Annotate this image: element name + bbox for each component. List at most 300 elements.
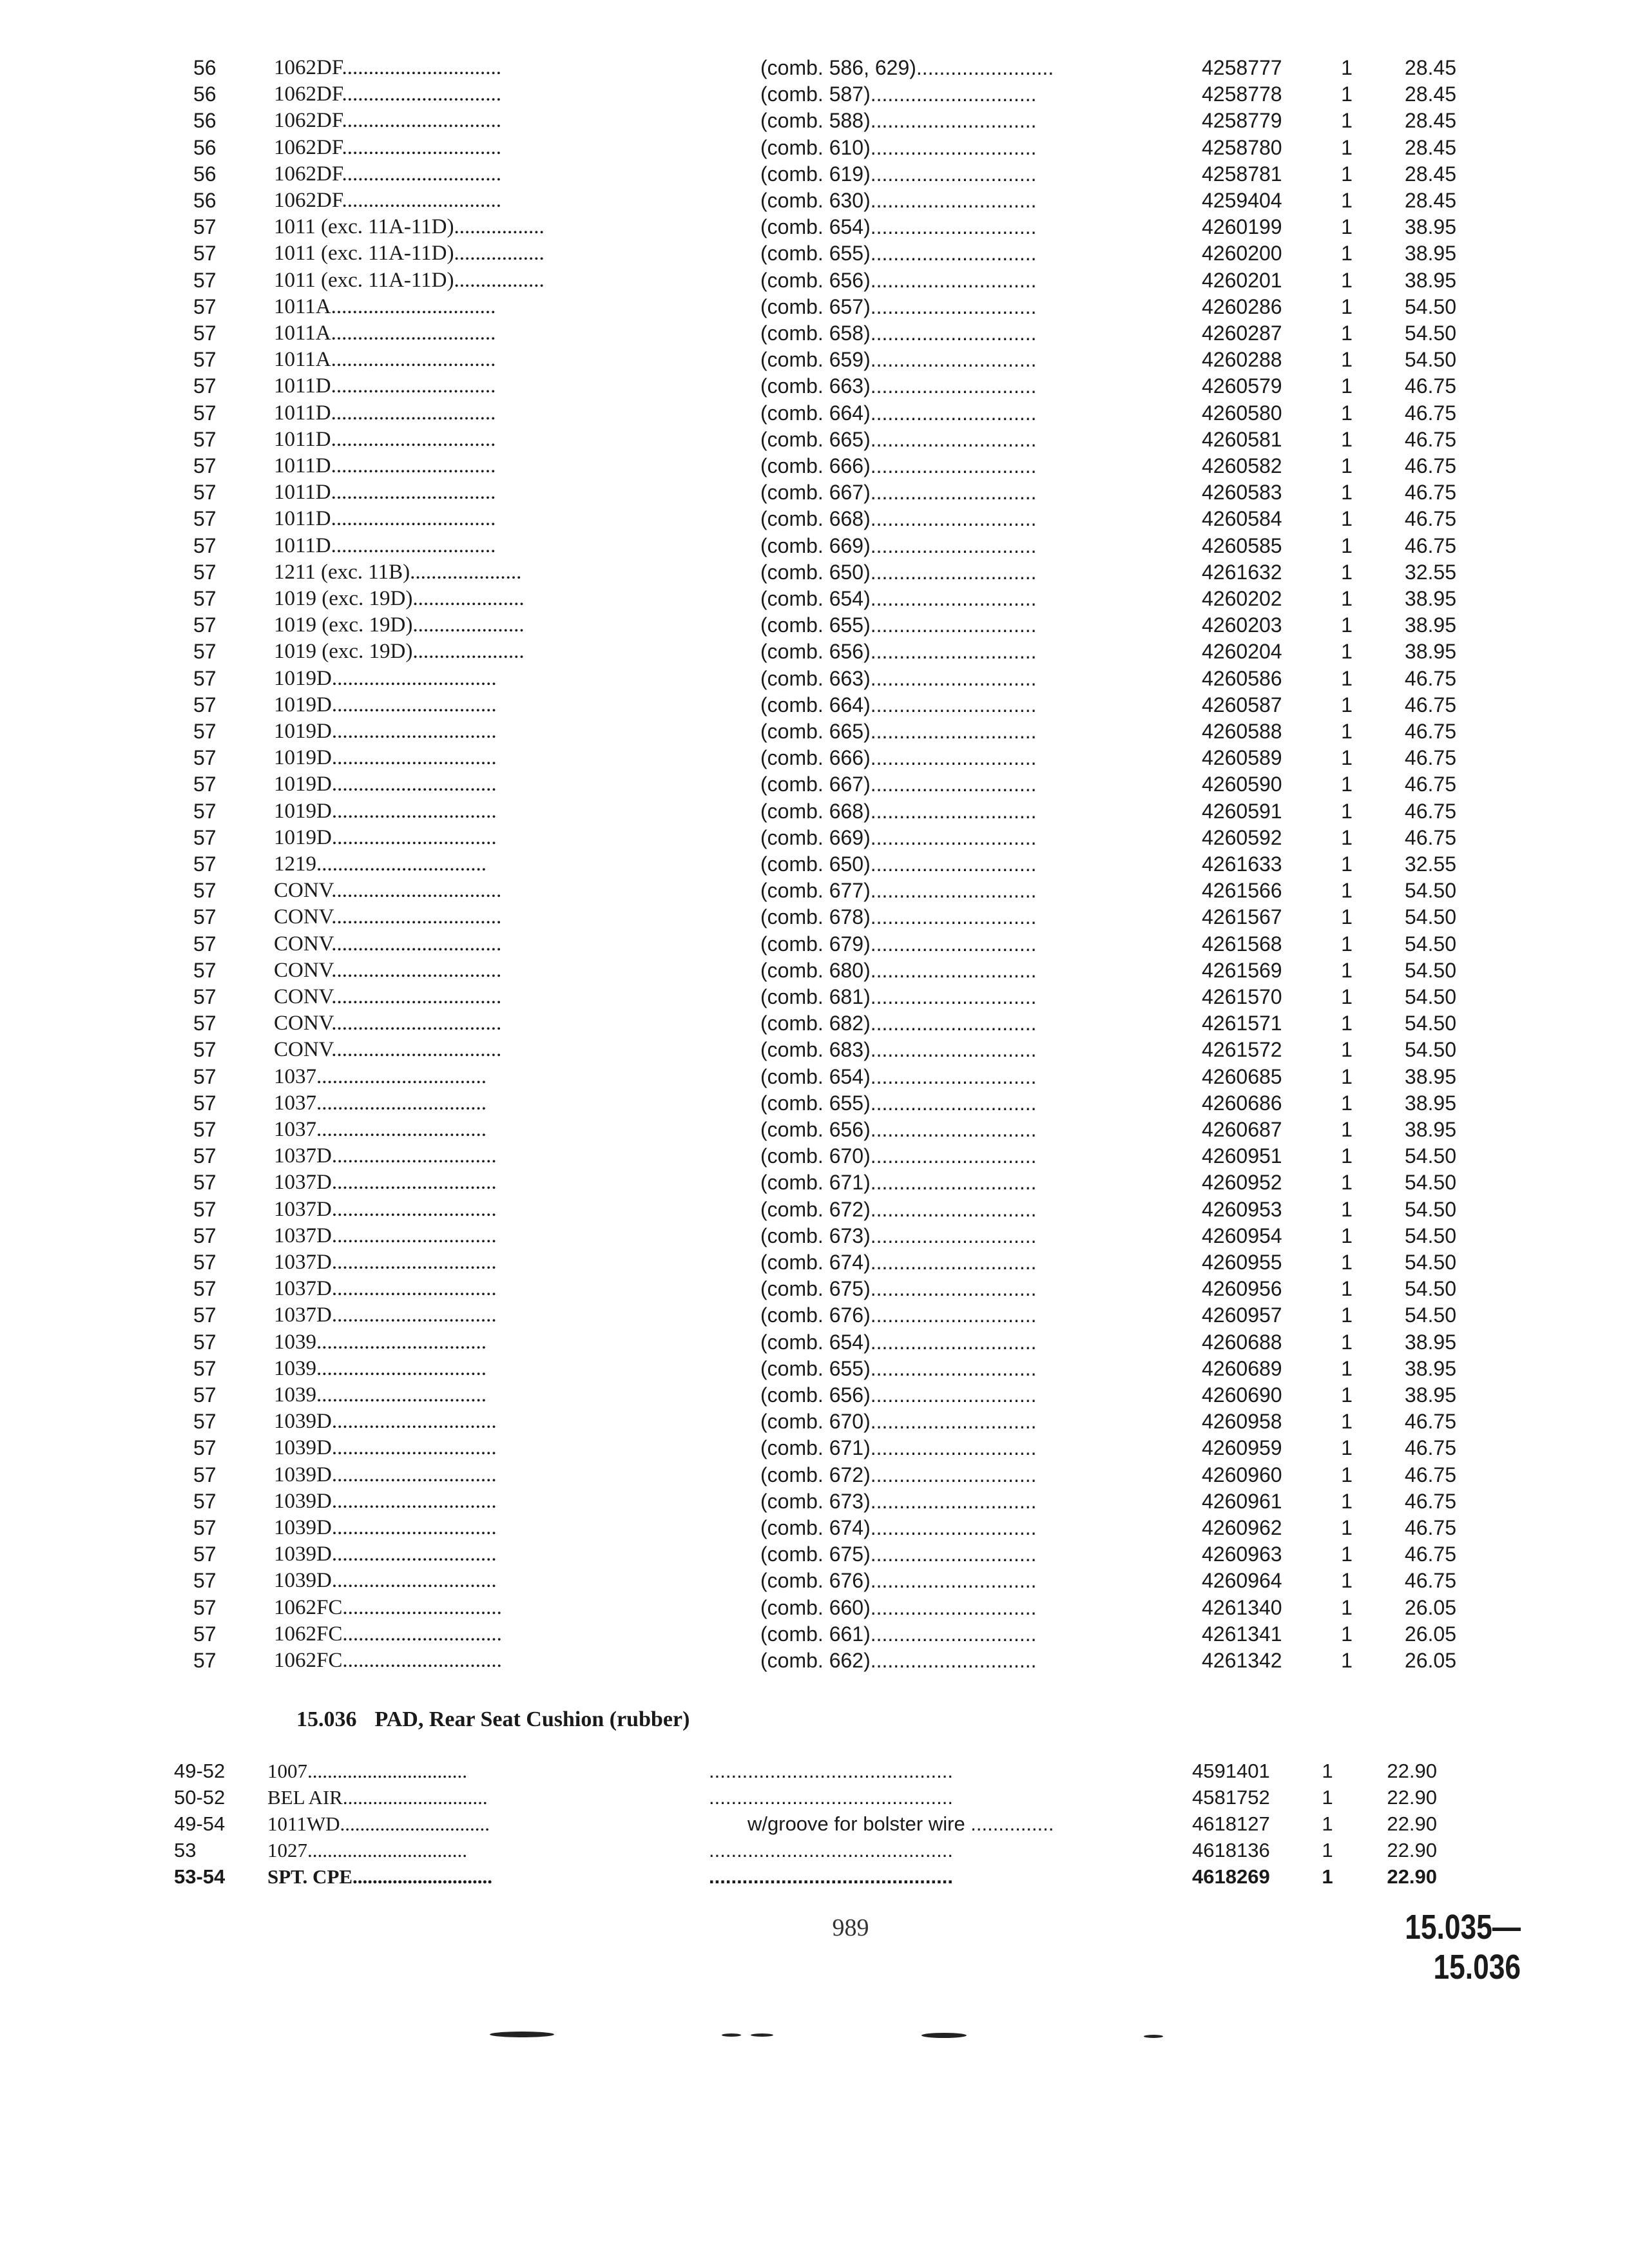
quantity-cell: 1 <box>1341 825 1353 849</box>
scan-smudge <box>490 2032 554 2037</box>
model-cell: 1019D............................... <box>274 799 497 823</box>
table-row <box>0 586 1629 612</box>
model-cell: 1037................................ <box>274 1091 487 1115</box>
model-cell: 1019 (exc. 19D)..................... <box>274 613 525 637</box>
year-cell: 57 <box>193 401 217 425</box>
model-cell: 1062DF.............................. <box>274 162 502 186</box>
price-cell: 46.75 <box>1404 374 1456 398</box>
quantity-cell: 1 <box>1322 1786 1333 1809</box>
year-cell: 49-52 <box>174 1760 226 1782</box>
price-cell: 46.75 <box>1404 401 1456 425</box>
model-cell: 1039D............................... <box>274 1410 497 1434</box>
model-cell: CONV................................ <box>274 905 502 929</box>
combination-cell: (comb. 650)............................. <box>760 560 1037 584</box>
price-cell: 22.90 <box>1387 1865 1437 1888</box>
price-cell: 46.75 <box>1404 799 1456 823</box>
table-row <box>0 533 1629 559</box>
price-cell: 46.75 <box>1404 507 1456 531</box>
combination-cell: (comb. 657)............................. <box>760 294 1037 318</box>
price-cell: 46.75 <box>1404 693 1456 716</box>
quantity-cell: 1 <box>1322 1865 1333 1888</box>
part-number-cell: 4260286 <box>1202 294 1282 318</box>
quantity-cell: 1 <box>1341 1595 1353 1619</box>
model-cell: 1039D............................... <box>274 1463 497 1486</box>
combination-cell: (comb. 656)............................. <box>760 1118 1037 1141</box>
section-title: PAD, Rear Seat Cushion (rubber) <box>374 1707 690 1731</box>
table-row <box>0 1408 1629 1435</box>
combination-cell: (comb. 676)............................. <box>760 1303 1037 1327</box>
year-cell: 57 <box>193 799 217 823</box>
quantity-cell: 1 <box>1341 799 1353 823</box>
part-number-cell: 4260958 <box>1202 1410 1282 1434</box>
combination-cell: (comb. 669)............................. <box>760 533 1037 557</box>
year-cell: 57 <box>193 1436 217 1460</box>
table-row <box>0 1568 1629 1594</box>
quantity-cell: 1 <box>1341 1064 1353 1088</box>
quantity-cell: 1 <box>1341 958 1353 982</box>
table-row <box>0 1356 1629 1382</box>
section-heading <box>296 1707 689 1732</box>
table-row <box>0 825 1629 851</box>
combination-cell: (comb. 663)............................. <box>760 374 1037 398</box>
table-row <box>0 1435 1629 1461</box>
section-table-row <box>0 1863 1629 1890</box>
year-cell: 56 <box>193 56 217 79</box>
model-cell: 1011 (exc. 11A-11D)................. <box>274 242 545 265</box>
price-cell: 46.75 <box>1404 746 1456 770</box>
year-cell: 50-52 <box>174 1786 226 1809</box>
combination-cell: (comb. 630)............................. <box>760 189 1037 212</box>
year-cell: 56 <box>193 135 217 159</box>
combination-cell: (comb. 670)............................. <box>760 1410 1037 1434</box>
model-cell: 1037D............................... <box>274 1303 497 1327</box>
year-cell: 57 <box>193 1012 217 1035</box>
part-number-cell: 4261341 <box>1202 1622 1282 1646</box>
combination-cell: (comb. 661)............................. <box>760 1622 1037 1646</box>
year-cell: 57 <box>193 427 217 451</box>
combination-cell: (comb. 665)............................. <box>760 427 1037 451</box>
year-cell: 56 <box>193 109 217 133</box>
table-row <box>0 1064 1629 1090</box>
description-cell: ............................................ <box>709 1865 953 1888</box>
model-cell: CONV................................ <box>274 1038 502 1062</box>
part-number-cell: 4260589 <box>1202 746 1282 770</box>
combination-cell: (comb. 672)............................. <box>760 1197 1037 1221</box>
quantity-cell: 1 <box>1341 640 1353 664</box>
combination-cell: (comb. 654)............................. <box>760 587 1037 610</box>
model-cell: 1037................................ <box>274 1118 487 1141</box>
quantity-cell: 1 <box>1341 1251 1353 1274</box>
price-cell: 54.50 <box>1404 1197 1456 1221</box>
year-cell: 57 <box>193 1118 217 1141</box>
combination-cell: (comb. 659)............................. <box>760 348 1037 372</box>
quantity-cell: 1 <box>1341 1649 1353 1672</box>
price-cell: 28.45 <box>1404 56 1456 79</box>
section-range: 15.035—15.036 <box>1405 1908 1521 1986</box>
price-cell: 54.50 <box>1404 1224 1456 1247</box>
model-cell: 1211 (exc. 11B)..................... <box>274 560 522 584</box>
price-cell: 38.95 <box>1404 1356 1456 1380</box>
part-number-cell: 4260200 <box>1202 242 1282 265</box>
table-row <box>0 745 1629 771</box>
model-cell: 1039D............................... <box>274 1489 497 1513</box>
table-row <box>0 851 1629 878</box>
part-number-cell: 4260690 <box>1202 1383 1282 1407</box>
model-cell: 1011D............................... <box>274 374 496 398</box>
combination-cell: (comb. 586, 629)........................ <box>760 56 1054 79</box>
combination-cell: (comb. 671)............................. <box>760 1171 1037 1195</box>
price-cell: 54.50 <box>1404 1038 1456 1062</box>
combination-cell: (comb. 654)............................. <box>760 1064 1037 1088</box>
combination-cell: (comb. 675)............................. <box>760 1277 1037 1301</box>
part-number-cell: 4261571 <box>1202 1012 1282 1035</box>
quantity-cell: 1 <box>1341 1542 1353 1566</box>
quantity-cell: 1 <box>1341 879 1353 903</box>
table-row <box>0 453 1629 479</box>
price-cell: 22.90 <box>1387 1812 1437 1835</box>
combination-cell: (comb. 667)............................. <box>760 481 1037 505</box>
year-cell: 57 <box>193 985 217 1008</box>
part-number-cell: 4259404 <box>1202 189 1282 212</box>
quantity-cell: 1 <box>1341 720 1353 743</box>
table-row <box>0 1249 1629 1276</box>
part-number-cell: 4261340 <box>1202 1595 1282 1619</box>
model-cell: 1011A............................... <box>274 322 496 345</box>
table-row <box>0 878 1629 904</box>
quantity-cell: 1 <box>1341 533 1353 557</box>
part-number-cell: 4591401 <box>1192 1760 1270 1782</box>
year-cell: 57 <box>193 1038 217 1062</box>
combination-cell: (comb. 672)............................. <box>760 1463 1037 1486</box>
quantity-cell: 1 <box>1341 985 1353 1008</box>
quantity-cell: 1 <box>1341 1091 1353 1115</box>
quantity-cell: 1 <box>1341 1383 1353 1407</box>
quantity-cell: 1 <box>1341 322 1353 345</box>
price-cell: 54.50 <box>1404 932 1456 956</box>
part-number-cell: 4260961 <box>1202 1489 1282 1513</box>
combination-cell: (comb. 660)............................. <box>760 1595 1037 1619</box>
model-cell: 1027................................ <box>267 1839 467 1861</box>
model-cell: 1019D............................... <box>274 720 497 743</box>
table-row <box>0 692 1629 718</box>
model-cell: SPT. CPE............................ <box>267 1865 493 1888</box>
year-cell: 57 <box>193 852 217 876</box>
table-row <box>0 798 1629 825</box>
price-cell: 26.05 <box>1404 1622 1456 1646</box>
year-cell: 57 <box>193 720 217 743</box>
quantity-cell: 1 <box>1341 852 1353 876</box>
quantity-cell: 1 <box>1341 1516 1353 1539</box>
combination-cell: (comb. 675)............................. <box>760 1542 1037 1566</box>
table-row <box>0 81 1629 108</box>
year-cell: 57 <box>193 374 217 398</box>
quantity-cell: 1 <box>1341 1038 1353 1062</box>
combination-cell: (comb. 670)............................. <box>760 1144 1037 1168</box>
quantity-cell: 1 <box>1341 1012 1353 1035</box>
part-number-cell: 4260587 <box>1202 693 1282 716</box>
table-row <box>0 347 1629 373</box>
table-row <box>0 1223 1629 1249</box>
price-cell: 46.75 <box>1404 533 1456 557</box>
table-row <box>0 108 1629 134</box>
price-cell: 28.45 <box>1404 189 1456 212</box>
part-number-cell: 4260956 <box>1202 1277 1282 1301</box>
table-row <box>0 373 1629 399</box>
year-cell: 53 <box>174 1839 197 1861</box>
combination-cell: (comb. 671)............................. <box>760 1436 1037 1460</box>
year-cell: 57 <box>193 1489 217 1513</box>
description-cell: ............................................ <box>709 1786 953 1809</box>
model-cell: 1011D............................... <box>274 401 496 425</box>
quantity-cell: 1 <box>1341 1118 1353 1141</box>
year-cell: 57 <box>193 613 217 637</box>
price-cell: 46.75 <box>1404 1516 1456 1539</box>
price-cell: 38.95 <box>1404 268 1456 292</box>
combination-cell: (comb. 664)............................. <box>760 693 1037 716</box>
table-row <box>0 639 1629 665</box>
combination-cell: (comb. 674)............................. <box>760 1516 1037 1539</box>
model-cell: 1011 (exc. 11A-11D)................. <box>274 215 545 239</box>
table-row <box>0 771 1629 798</box>
model-cell: 1019 (exc. 19D)..................... <box>274 640 525 664</box>
part-number-cell: 4261572 <box>1202 1038 1282 1062</box>
combination-cell: (comb. 656)............................. <box>760 268 1037 292</box>
year-cell: 56 <box>193 189 217 212</box>
table-row <box>0 55 1629 81</box>
part-number-cell: 4260580 <box>1202 401 1282 425</box>
part-number-cell: 4260955 <box>1202 1251 1282 1274</box>
model-cell: 1011D............................... <box>274 454 496 477</box>
section-table-row <box>0 1837 1629 1863</box>
quantity-cell: 1 <box>1341 693 1353 716</box>
year-cell: 57 <box>193 773 217 796</box>
price-cell: 54.50 <box>1404 322 1456 345</box>
quantity-cell: 1 <box>1341 427 1353 451</box>
combination-cell: (comb. 683)............................. <box>760 1038 1037 1062</box>
table-row <box>0 612 1629 639</box>
model-cell: 1011WD.............................. <box>267 1812 490 1835</box>
model-cell: CONV................................ <box>274 1012 502 1035</box>
part-number-cell: 4260585 <box>1202 533 1282 557</box>
part-number-cell: 4261570 <box>1202 985 1282 1008</box>
part-number-cell: 4260957 <box>1202 1303 1282 1327</box>
part-number-cell: 4260581 <box>1202 427 1282 451</box>
price-cell: 46.75 <box>1404 1489 1456 1513</box>
part-number-cell: 4260592 <box>1202 825 1282 849</box>
year-cell: 57 <box>193 1171 217 1195</box>
year-cell: 57 <box>193 215 217 239</box>
combination-cell: (comb. 681)............................. <box>760 985 1037 1008</box>
combination-cell: (comb. 654)............................. <box>760 215 1037 239</box>
price-cell: 54.50 <box>1404 348 1456 372</box>
description-cell: w/groove for bolster wire ............... <box>747 1812 1054 1835</box>
quantity-cell: 1 <box>1341 374 1353 398</box>
table-row <box>0 294 1629 320</box>
table-row <box>0 506 1629 532</box>
combination-cell: (comb. 677)............................. <box>760 879 1037 903</box>
combination-cell: (comb. 663)............................. <box>760 666 1037 690</box>
year-cell: 57 <box>193 454 217 477</box>
model-cell: 1019D............................... <box>274 773 497 796</box>
combination-cell: (comb. 619)............................. <box>760 162 1037 186</box>
price-cell: 46.75 <box>1404 1410 1456 1434</box>
part-number-cell: 4260964 <box>1202 1569 1282 1593</box>
table-row <box>0 1037 1629 1063</box>
year-cell: 57 <box>193 1410 217 1434</box>
quantity-cell: 1 <box>1341 1569 1353 1593</box>
price-cell: 46.75 <box>1404 666 1456 690</box>
year-cell: 57 <box>193 1542 217 1566</box>
model-cell: 1039D............................... <box>274 1542 497 1566</box>
combination-cell: (comb. 666)............................. <box>760 746 1037 770</box>
model-cell: 1011A............................... <box>274 294 496 318</box>
combination-cell: (comb. 676)............................. <box>760 1569 1037 1593</box>
price-cell: 22.90 <box>1387 1839 1437 1861</box>
year-cell: 57 <box>193 268 217 292</box>
table-row <box>0 267 1629 294</box>
part-number-cell: 4260689 <box>1202 1356 1282 1380</box>
year-cell: 57 <box>193 693 217 716</box>
year-cell: 57 <box>193 1595 217 1619</box>
part-number-cell: 4260288 <box>1202 348 1282 372</box>
model-cell: 1062FC.............................. <box>274 1649 502 1672</box>
table-row <box>0 1621 1629 1648</box>
quantity-cell: 1 <box>1341 294 1353 318</box>
quantity-cell: 1 <box>1341 507 1353 531</box>
year-cell: 57 <box>193 242 217 265</box>
model-cell: 1062DF.............................. <box>274 82 502 106</box>
combination-cell: (comb. 673)............................. <box>760 1224 1037 1247</box>
price-cell: 26.05 <box>1404 1595 1456 1619</box>
quantity-cell: 1 <box>1341 481 1353 505</box>
price-cell: 28.45 <box>1404 162 1456 186</box>
price-cell: 54.50 <box>1404 1251 1456 1274</box>
model-cell: 1011D............................... <box>274 533 496 557</box>
table-row <box>0 1196 1629 1223</box>
table-row <box>0 320 1629 347</box>
part-number-cell: 4260582 <box>1202 454 1282 477</box>
price-cell: 38.95 <box>1404 1383 1456 1407</box>
combination-cell: (comb. 655)............................. <box>760 1356 1037 1380</box>
year-cell: 57 <box>193 560 217 584</box>
quantity-cell: 1 <box>1341 1463 1353 1486</box>
model-cell: 1062DF.............................. <box>274 189 502 212</box>
price-cell: 46.75 <box>1404 1436 1456 1460</box>
combination-cell: (comb. 665)............................. <box>760 720 1037 743</box>
part-number-cell: 4260954 <box>1202 1224 1282 1247</box>
price-cell: 46.75 <box>1404 1463 1456 1486</box>
quantity-cell: 1 <box>1341 56 1353 79</box>
combination-cell: (comb. 650)............................. <box>760 852 1037 876</box>
year-cell: 57 <box>193 746 217 770</box>
quantity-cell: 1 <box>1341 109 1353 133</box>
section-table-row <box>0 1784 1629 1811</box>
quantity-cell: 1 <box>1341 1622 1353 1646</box>
part-number-cell: 4260583 <box>1202 481 1282 505</box>
combination-cell: (comb. 669)............................. <box>760 825 1037 849</box>
section-number: 15.036 <box>296 1707 357 1731</box>
model-cell: 1062DF.............................. <box>274 109 502 133</box>
quantity-cell: 1 <box>1341 666 1353 690</box>
year-cell: 57 <box>193 1622 217 1646</box>
table-row <box>0 1595 1629 1621</box>
quantity-cell: 1 <box>1341 613 1353 637</box>
part-number-cell: 4260588 <box>1202 720 1282 743</box>
model-cell: 1037................................ <box>274 1064 487 1088</box>
year-cell: 57 <box>193 1649 217 1672</box>
quantity-cell: 1 <box>1341 454 1353 477</box>
table-row <box>0 957 1629 984</box>
quantity-cell: 1 <box>1341 587 1353 610</box>
price-cell: 54.50 <box>1404 294 1456 318</box>
part-number-cell: 4261569 <box>1202 958 1282 982</box>
year-cell: 57 <box>193 1144 217 1168</box>
table-row <box>0 427 1629 453</box>
part-number-cell: 4258779 <box>1202 109 1282 133</box>
price-cell: 38.95 <box>1404 1064 1456 1088</box>
year-cell: 57 <box>193 1224 217 1247</box>
year-cell: 57 <box>193 958 217 982</box>
year-cell: 57 <box>193 348 217 372</box>
price-cell: 32.55 <box>1404 560 1456 584</box>
year-cell: 49-54 <box>174 1812 226 1835</box>
combination-cell: (comb. 673)............................. <box>760 1489 1037 1513</box>
price-cell: 46.75 <box>1404 720 1456 743</box>
price-cell: 32.55 <box>1404 852 1456 876</box>
part-number-cell: 4260201 <box>1202 268 1282 292</box>
model-cell: 1062FC.............................. <box>274 1622 502 1646</box>
model-cell: 1011A............................... <box>274 348 496 372</box>
model-cell: 1037D............................... <box>274 1171 497 1195</box>
year-cell: 57 <box>193 1303 217 1327</box>
model-cell: CONV................................ <box>274 879 502 903</box>
combination-cell: (comb. 610)............................. <box>760 135 1037 159</box>
price-cell: 54.50 <box>1404 1144 1456 1168</box>
year-cell: 57 <box>193 1463 217 1486</box>
quantity-cell: 1 <box>1341 1489 1353 1513</box>
part-number-cell: 4261633 <box>1202 852 1282 876</box>
price-cell: 46.75 <box>1404 427 1456 451</box>
quantity-cell: 1 <box>1341 773 1353 796</box>
year-cell: 57 <box>193 1251 217 1274</box>
price-cell: 46.75 <box>1404 454 1456 477</box>
part-number-cell: 4618127 <box>1192 1812 1270 1835</box>
price-cell: 38.95 <box>1404 1091 1456 1115</box>
part-number-cell: 4260951 <box>1202 1144 1282 1168</box>
table-row <box>0 1090 1629 1117</box>
combination-cell: (comb. 658)............................. <box>760 322 1037 345</box>
table-row <box>0 1117 1629 1143</box>
year-cell: 57 <box>193 1569 217 1593</box>
model-cell: 1039................................ <box>274 1356 487 1380</box>
model-cell: 1062DF.............................. <box>274 135 502 159</box>
year-cell: 57 <box>193 1277 217 1301</box>
part-number-cell: 4260579 <box>1202 374 1282 398</box>
model-cell: 1037D............................... <box>274 1277 497 1301</box>
year-cell: 57 <box>193 825 217 849</box>
price-cell: 28.45 <box>1404 109 1456 133</box>
table-row <box>0 400 1629 427</box>
year-cell: 56 <box>193 82 217 106</box>
part-number-cell: 4618136 <box>1192 1839 1270 1861</box>
price-cell: 54.50 <box>1404 1303 1456 1327</box>
price-cell: 54.50 <box>1404 958 1456 982</box>
scan-smudge <box>1144 2035 1163 2038</box>
quantity-cell: 1 <box>1322 1760 1333 1782</box>
model-cell: 1039D............................... <box>274 1516 497 1539</box>
section-table-row <box>0 1811 1629 1837</box>
part-number-cell: 4261566 <box>1202 879 1282 903</box>
